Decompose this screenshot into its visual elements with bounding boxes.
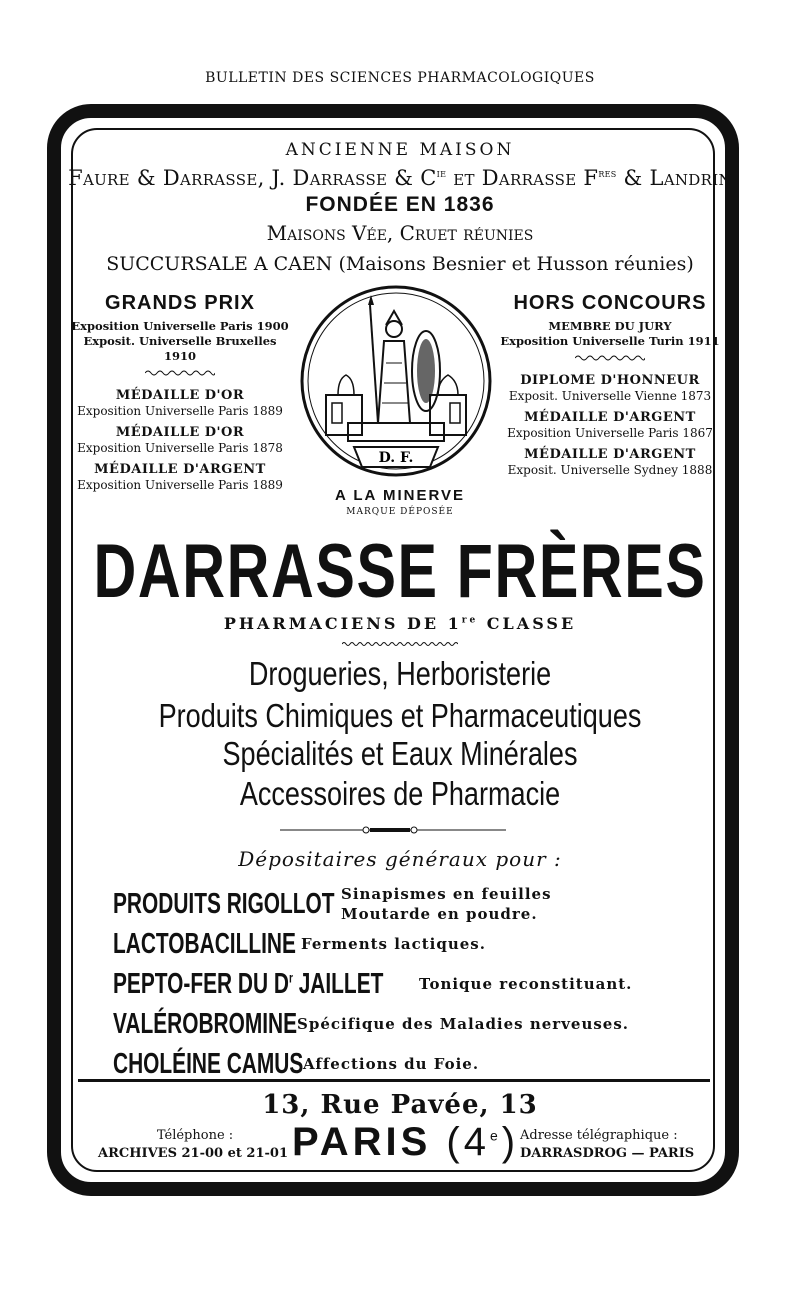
telephone-label: Téléphone : (156, 1128, 234, 1143)
medal-detail: Exposition Universelle Paris 1889 (77, 478, 283, 492)
medal-title: MÉDAILLE D'ARGENT (524, 410, 696, 425)
city-name (292, 1120, 519, 1165)
a-la-minerve: A LA MINERVE (334, 487, 466, 504)
hors-concours-title: HORS CONCOURS (513, 292, 707, 314)
item-name: PRODUITS RIGOLLOT (113, 887, 335, 920)
founded-year: FONDÉE EN 1836 (305, 193, 495, 216)
pharmaciens-after: CLASSE (478, 614, 577, 633)
city-text: PARIS (292, 1120, 432, 1164)
item-name: VALÉROBROMINE (113, 1007, 298, 1040)
award-line: Exposition Universelle Paris 1900 (71, 319, 289, 333)
medal-title: DIPLOME D'HONNEUR (520, 373, 700, 388)
arrondissement-sup: e (489, 1127, 502, 1144)
medal-detail: Exposit. Universelle Vienne 1873 (508, 389, 712, 403)
pharmaciens-before: PHARMACIENS DE 1 (223, 614, 462, 633)
maisons-reunies: Maisons Vée, Cruet réunies (266, 221, 534, 245)
minerva-medallion-icon (298, 283, 494, 479)
founders-part3: & Landrin (616, 166, 732, 190)
item-name-sup: r (288, 968, 293, 985)
ancienne-maison: ANCIENNE MAISON (285, 140, 515, 160)
item-name-part: JAILLET (292, 967, 384, 1000)
item-name (113, 967, 384, 1001)
succursale-caen: SUCCURSALE A CAEN (Maisons Besnier et Husson réunies) (106, 253, 694, 275)
product-line: Drogueries, Herboristerie (248, 655, 552, 692)
telegraph-address: DARRASDROG — PARIS (520, 1146, 695, 1161)
medal-title: MÉDAILLE D'OR (115, 425, 245, 440)
product-line: Produits Chimiques et Pharmaceutiques (158, 697, 642, 734)
arrondissement-close: ) (501, 1120, 520, 1164)
wavy-divider (575, 352, 645, 362)
telegraph-label: Adresse télégraphique : (520, 1128, 678, 1143)
founders-line (0, 166, 800, 190)
left-awards (70, 292, 290, 493)
item-desc: Tonique reconstituant. (419, 975, 633, 993)
wavy-divider (342, 640, 458, 648)
medal-detail: Exposition Universelle Paris 1889 (77, 404, 283, 418)
founders-sup2: res (598, 167, 617, 180)
item-desc: Spécifique des Maladies nerveuses. (297, 1015, 630, 1033)
medal-title: MÉDAILLE D'ARGENT (94, 462, 266, 477)
founders-part1: Faure & Darrasse, J. Darrasse & C (68, 166, 437, 190)
grands-prix-title: GRANDS PRIX (105, 292, 255, 314)
depositaires-heading: Dépositaires généraux pour : (238, 847, 562, 871)
pharmaciens-sup: re (461, 615, 479, 626)
arrondissement: (4 (446, 1120, 490, 1164)
item-name: LACTOBACILLINE (113, 927, 296, 960)
divider-line (78, 1079, 710, 1082)
product-line: Accessoires de Pharmacie (239, 775, 561, 812)
brand-name: DARRASSE FRÈRES (93, 529, 707, 614)
award-line: Exposition Universelle Turin 1911 (500, 334, 720, 348)
item-desc-line: Moutarde en poudre. (341, 905, 538, 923)
item-desc-line: Sinapismes en feuilles (341, 885, 552, 903)
medal-title: MÉDAILLE D'ARGENT (524, 447, 696, 462)
medal-detail: Exposition Universelle Paris 1867 (507, 426, 713, 440)
item-desc: Ferments lactiques. (301, 935, 486, 953)
wavy-divider (145, 367, 215, 377)
item-desc: Affections du Foie. (303, 1055, 480, 1073)
medal-title: MÉDAILLE D'OR (115, 388, 245, 403)
pharmaciens-classe (0, 614, 800, 633)
telephone-number: ARCHIVES 21-00 et 21-01 (98, 1146, 288, 1161)
page-header: BULLETIN DES SCIENCES PHARMACOLOGIQUES (205, 70, 595, 86)
product-line: Spécialités et Eaux Minérales (222, 735, 578, 772)
item-desc (341, 884, 552, 924)
founders-part2: et Darrasse F (446, 166, 599, 190)
medal-detail: Exposit. Universelle Sydney 1888 (507, 463, 713, 477)
marque-deposee: MARQUE DÉPOSÉE (346, 507, 454, 517)
street-address: 13, Rue Pavée, 13 (262, 1090, 538, 1120)
ornament-divider (280, 825, 506, 835)
founders-sup1: ie (436, 167, 447, 180)
award-line: Exposit. Universelle Bruxelles 1910 (83, 334, 277, 363)
medal-detail: Exposition Universelle Paris 1878 (77, 441, 283, 455)
item-name-part: PEPTO-FER DU D (113, 967, 289, 1000)
award-line: MEMBRE DU JURY (548, 319, 672, 333)
medallion-initials: D. F. (378, 450, 414, 466)
right-awards (500, 292, 720, 478)
item-name: CHOLÉINE CAMUS (113, 1047, 304, 1080)
